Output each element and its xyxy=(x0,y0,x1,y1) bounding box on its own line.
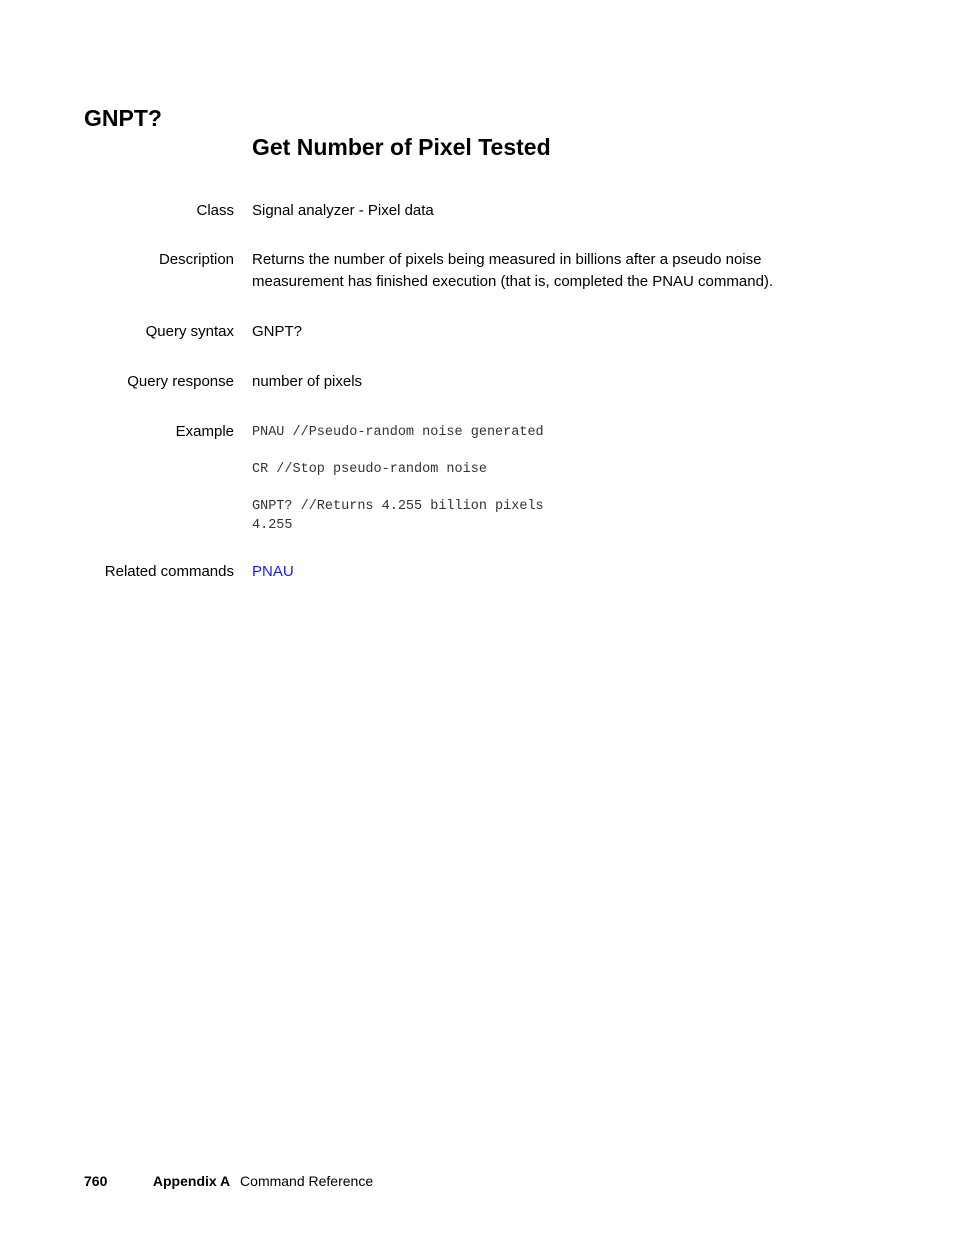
code-line: CR //Stop pseudo-random noise xyxy=(252,462,487,477)
example-code xyxy=(252,423,832,535)
query-response-value: number of pixels xyxy=(252,373,363,390)
pnau-link[interactable]: PNAU xyxy=(252,563,294,580)
page-footer xyxy=(84,1173,373,1189)
footer-appendix: Appendix A xyxy=(152,1173,231,1189)
related-commands-value xyxy=(252,561,832,583)
class-value: Signal analyzer - Pixel data xyxy=(252,202,434,219)
class-label: Class xyxy=(196,202,234,219)
related-commands-label: Related commands xyxy=(104,563,234,580)
code-line: PNAU //Pseudo-random noise generated xyxy=(252,425,544,440)
code-line: 4.255 xyxy=(252,518,293,533)
description-value: Returns the number of pixels being measured in billions after a pseudo noise measurement has finished execution (that is, completed the PNAU command). xyxy=(252,251,774,290)
page-number: 760 xyxy=(84,1173,108,1189)
description-label: Description xyxy=(158,251,234,268)
command-title: Get Number of Pixel Tested xyxy=(252,134,551,160)
query-response-label: Query response xyxy=(127,373,234,390)
query-syntax-label: Query syntax xyxy=(145,323,234,340)
command-name: GNPT? xyxy=(84,105,162,131)
example-label: Example xyxy=(175,423,234,440)
query-syntax-value: GNPT? xyxy=(252,323,303,340)
code-line: GNPT? //Returns 4.255 billion pixels xyxy=(252,499,544,514)
footer-section: Command Reference xyxy=(240,1173,374,1189)
